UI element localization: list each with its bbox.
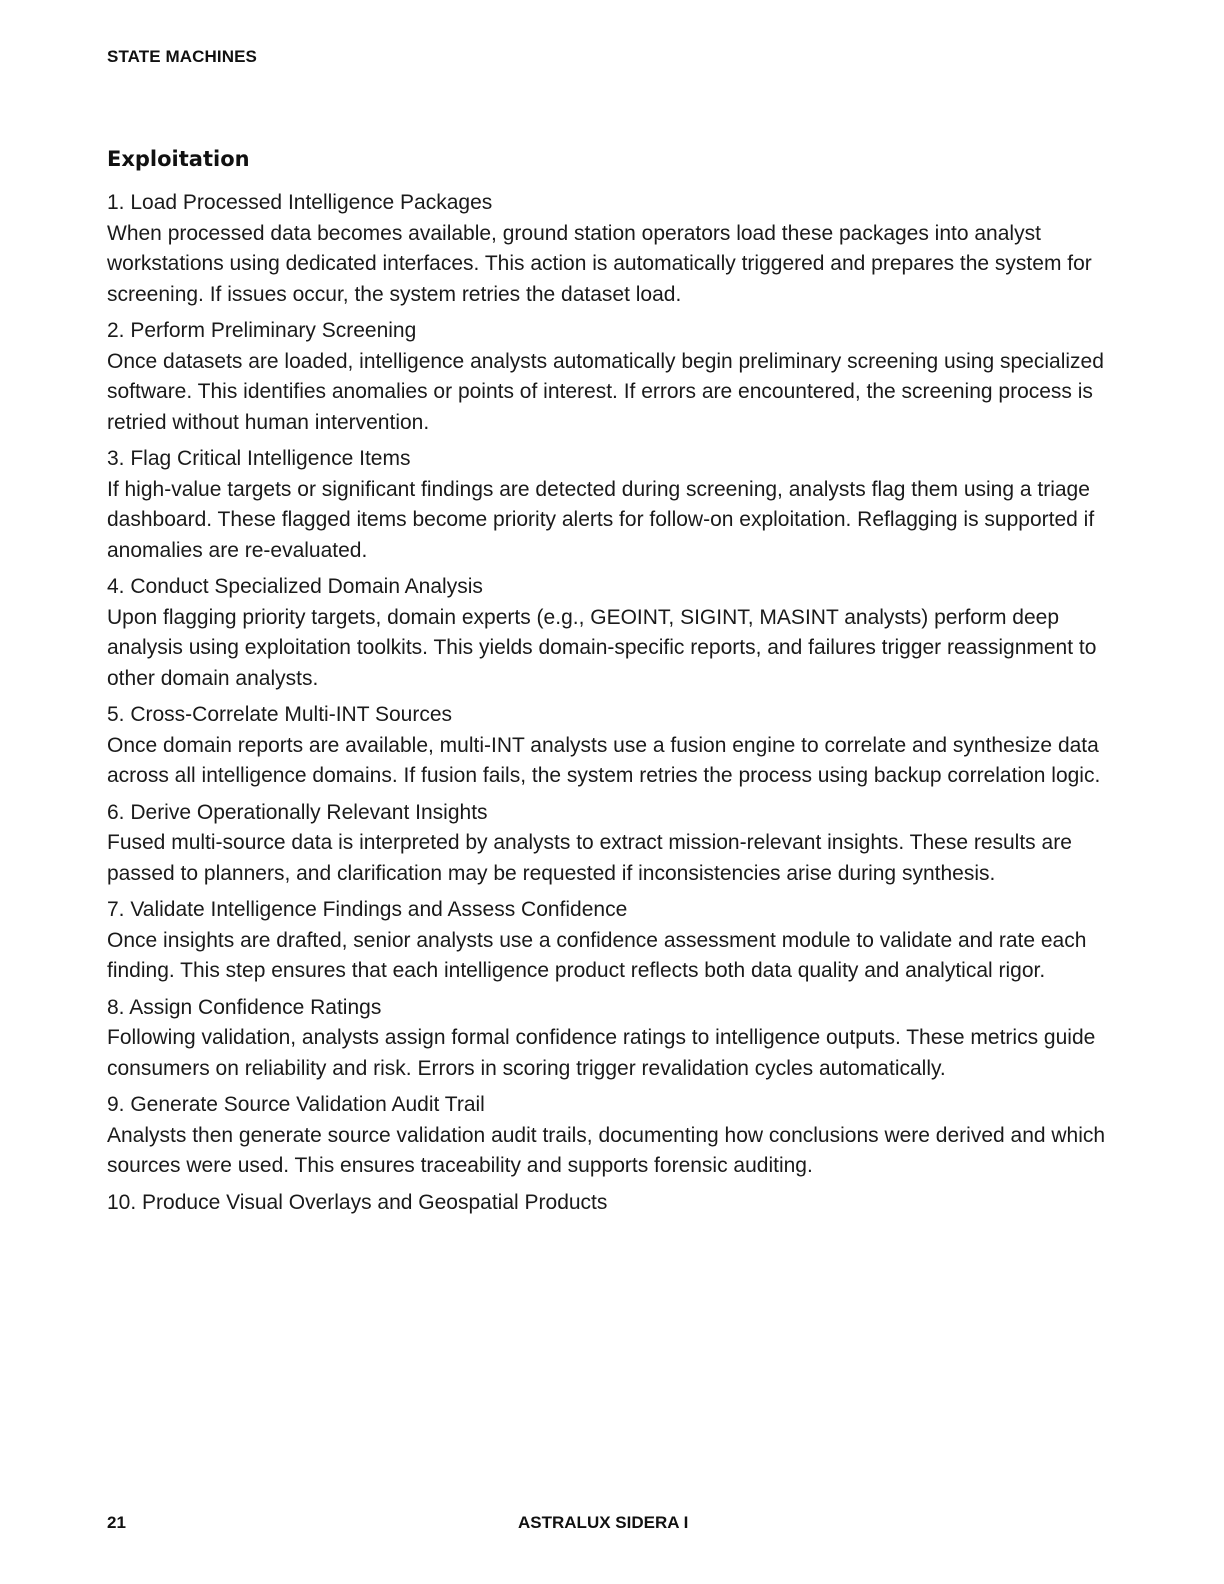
step-9 xyxy=(107,1090,1117,1182)
main-content xyxy=(107,144,1117,1224)
step-title: 7. Validate Intelligence Findings and Assess Confidence xyxy=(107,898,628,921)
step-1 xyxy=(107,188,1117,310)
step-body: If high-value targets or significant findings are detected during screening, analysts flag them using a triage dashboard. These flagged items become priority alerts for follow-on exploitation. Reflagging is supported if anomalies are re-evaluated. xyxy=(107,477,1095,562)
step-8 xyxy=(107,993,1117,1085)
section-heading: Exploitation xyxy=(107,147,250,171)
step-body: Fused multi-source data is interpreted by analysts to extract mission-relevant insights. These results are passed to planners, and clarification may be requested if inconsistencies arise during synthesis. xyxy=(107,831,1072,885)
step-body: Upon flagging priority targets, domain experts (e.g., GEOINT, SIGINT, MASINT analysts) perform deep analysis using exploitation toolkits. This yields domain-specific reports, and failures trigger reassignment to other domain analysts. xyxy=(107,605,1097,690)
step-title: 5. Cross-Correlate Multi-INT Sources xyxy=(107,703,453,726)
step-10 xyxy=(107,1188,1117,1219)
page-number: 21 xyxy=(107,1513,126,1532)
step-4 xyxy=(107,572,1117,694)
step-2 xyxy=(107,316,1117,438)
step-title: 1. Load Processed Intelligence Packages xyxy=(107,191,493,214)
step-6 xyxy=(107,798,1117,890)
step-body: When processed data becomes available, ground station operators load these packages into analyst workstations using dedicated interfaces. This action is automatically triggered and prepares the system for screening. If issues occur, the system retries the dataset load. xyxy=(107,221,1092,306)
step-body: Once domain reports are available, multi-INT analysts use a fusion engine to correlate and synthesize data across all intelligence domains. If fusion fails, the system retries the process using backup correlation logic. xyxy=(107,733,1101,787)
step-title: 8. Assign Confidence Ratings xyxy=(107,995,382,1019)
step-title: 9. Generate Source Validation Audit Trail xyxy=(107,1093,485,1116)
footer-doc-title: ASTRALUX SIDERA I xyxy=(518,1513,689,1532)
step-body: Analysts then generate source validation audit trails, documenting how conclusions were derived and which sources were used. This ensures traceability and supports forensic auditing. xyxy=(107,1123,1106,1177)
step-title: 2. Perform Preliminary Screening xyxy=(107,319,417,342)
step-title: 3. Flag Critical Intelligence Items xyxy=(107,447,411,470)
running-header: STATE MACHINES xyxy=(107,47,257,66)
step-3 xyxy=(107,444,1117,566)
step-title: 10. Produce Visual Overlays and Geospatial Products xyxy=(107,1190,608,1214)
step-body: Once datasets are loaded, intelligence analysts automatically begin preliminary screening using specialized software. This identifies anomalies or points of interest. If errors are encountered, the screening process is retried without human intervention. xyxy=(107,349,1104,434)
step-5 xyxy=(107,700,1117,792)
step-title: 6. Derive Operationally Relevant Insights xyxy=(107,800,488,824)
step-7 xyxy=(107,895,1117,987)
step-body: Following validation, analysts assign formal confidence ratings to intelligence outputs. These metrics guide consumers on reliability and risk. Errors in scoring trigger revalidation cycles automatically. xyxy=(107,1026,1096,1080)
step-title: 4. Conduct Specialized Domain Analysis xyxy=(107,575,483,598)
step-body: Once insights are drafted, senior analysts use a confidence assessment module to validate and rate each finding. This step ensures that each intelligence product reflects both data quality and analytical rigor. xyxy=(107,928,1087,982)
